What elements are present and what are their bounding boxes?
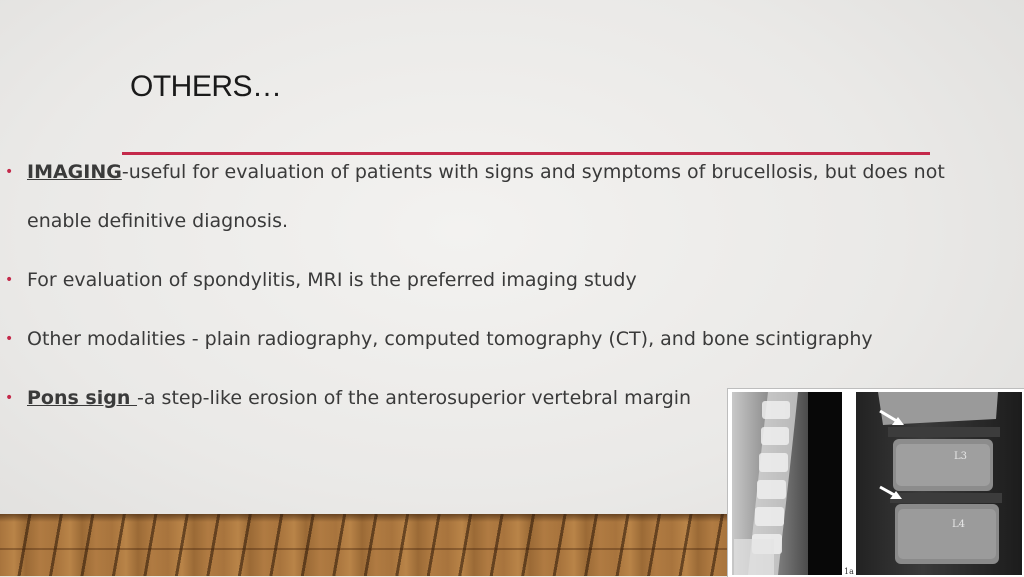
bullet-dot-icon: • xyxy=(5,272,14,288)
bullet-dot-icon: • xyxy=(5,331,14,347)
figure-label: 1a xyxy=(844,567,854,576)
bullet-text: -useful for evaluation of patients with signs and symptoms of brucellosis, but does not enable definitive diagnosis. xyxy=(27,161,945,232)
bullet-spondylitis xyxy=(5,256,1000,305)
vertebra-closeup-panel xyxy=(856,392,1022,575)
bullet-dot-icon: • xyxy=(5,164,14,180)
lateral-radiograph-panel xyxy=(732,392,842,575)
slide-title: OTHERS… xyxy=(130,70,282,103)
bullet-text: -a step-like erosion of the anterosuperior vertebral margin xyxy=(137,387,692,409)
bullet-dot-icon: • xyxy=(5,390,14,406)
bullet-keyword: IMAGING xyxy=(27,161,122,183)
bullet-modalities xyxy=(5,315,1000,364)
floor-seam xyxy=(0,548,760,550)
vertebra-label-l3: L3 xyxy=(954,451,968,462)
bullet-text: Other modalities - plain radiography, computed tomography (CT), and bone scintigraphy xyxy=(27,328,873,350)
bullet-text: For evaluation of spondylitis, MRI is the preferred imaging study xyxy=(27,269,637,291)
spine-xray-figure xyxy=(727,388,1024,577)
bullet-keyword: Pons sign xyxy=(27,387,137,409)
wood-floor-decoration xyxy=(0,514,760,576)
vertebra-label-l4: L4 xyxy=(952,519,966,530)
xray-image xyxy=(728,389,1024,577)
bullet-imaging xyxy=(5,148,1000,246)
floor-shadow xyxy=(0,514,760,522)
